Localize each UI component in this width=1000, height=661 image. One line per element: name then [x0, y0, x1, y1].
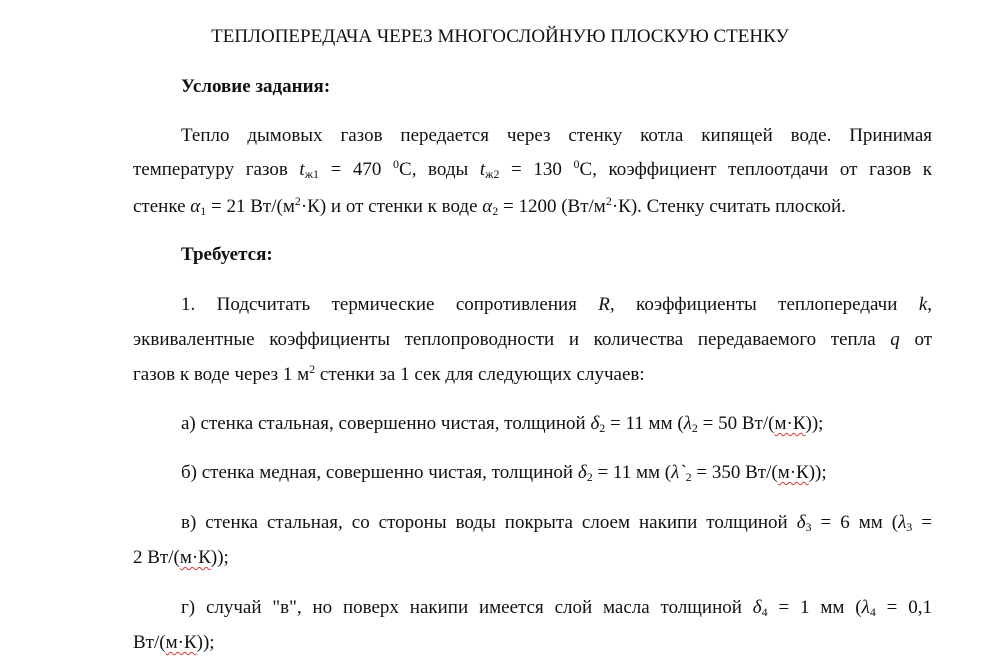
condition-line-1: Тепло дымовых газов передается через стенку котла кипящей воде. Принимая	[181, 125, 932, 146]
required-line-1: 1. Подсчитать термические сопротивления R, коэффициенты теплопередачи k,	[181, 294, 932, 315]
required-line-2: эквивалентные коэффициенты теплопроводности и количества передаваемого тепла q от	[133, 329, 933, 350]
case-d-line-1: г) случай "в", но поверх накипи имеется слой масла толщиной $\delta_4 = 1$ мм ($\lambda_4 = 0,1$	[181, 597, 932, 619]
case-c-line-2: 2 Вт/(м·К));	[133, 547, 229, 568]
required-heading: Требуется:	[181, 244, 273, 265]
condition-line-3: стенке $\alpha_1 = 21$ $Вт/(м^2\cdot К)$ и от стенки к воде $\alpha_2 = 1200$ $(Вт/м^2\cdot К)$. Стенку считать плоской.	[133, 194, 846, 218]
unit-spellcheck: м·К	[179, 547, 211, 568]
case-b: б) стенка медная, совершенно чистая, толщиной $\delta_2 = 11$ мм ($\lambda`_2 = 350$ Вт/(м·К));	[181, 462, 827, 484]
required-line-3: газов к воде через 1 $м^2$ стенки за 1 сек для следующих случаев:	[133, 362, 645, 385]
unit-spellcheck: м·К	[165, 632, 197, 653]
case-d-line-2: Вт/(м·К));	[133, 632, 215, 653]
unit-spellcheck: м·К	[774, 413, 806, 434]
unit-spellcheck: м·К	[777, 462, 809, 483]
page-title: ТЕПЛОПЕРЕДАЧА ЧЕРЕЗ МНОГОСЛОЙНУЮ ПЛОСКУЮ СТЕНКУ	[211, 26, 789, 47]
case-c-line-1: в) стенка стальная, со стороны воды покрыта слоем накипи толщиной $\delta_3 = 6$ мм ($\lambda_3$ =	[181, 512, 932, 534]
condition-heading: Условие задания:	[181, 76, 331, 97]
case-a: а) стенка стальная, совершенно чистая, толщиной $\delta_2 = 11$ мм ($\lambda_2 = 50$ Вт/(м·К));	[181, 413, 824, 435]
condition-line-2: температуру газов $t_{ж1} = 470$ $^0$С, воды $t_{ж2} = 130$ $^0$С, коэффициент теплоотдачи от газов к	[133, 157, 933, 181]
